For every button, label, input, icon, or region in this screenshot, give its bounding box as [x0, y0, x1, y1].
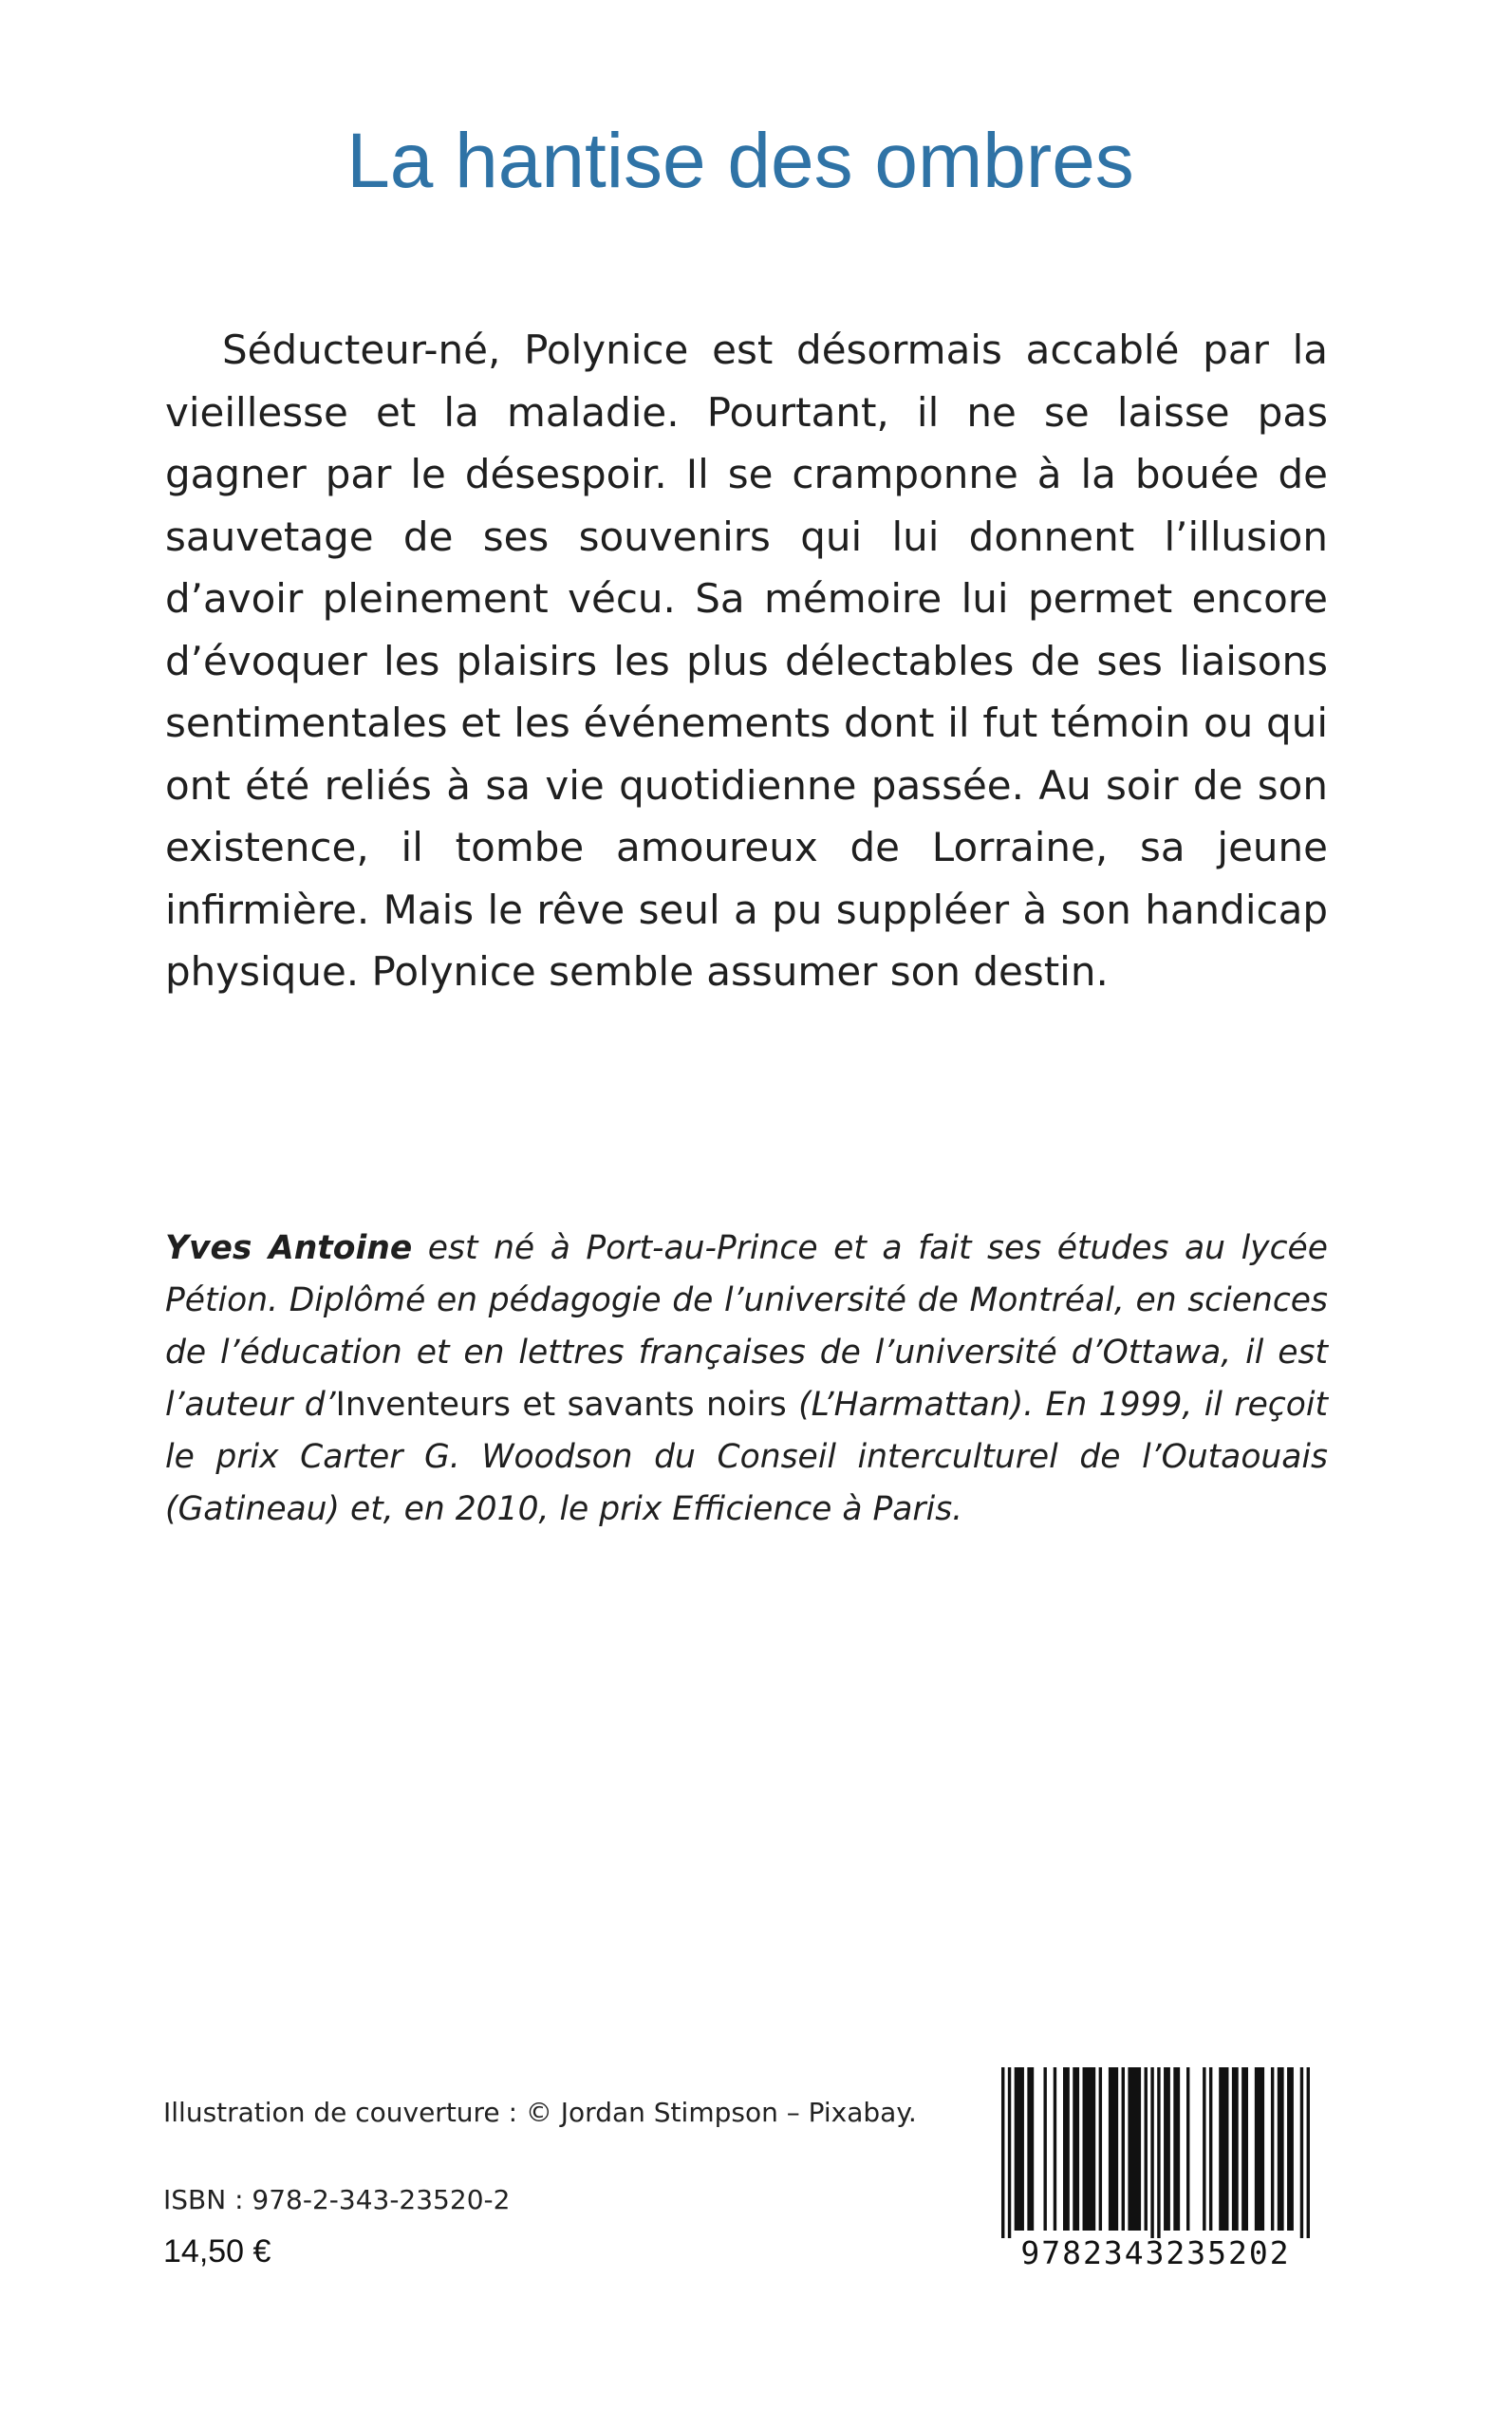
barcode-bar: [1232, 2067, 1239, 2231]
barcode-bars: [992, 2067, 1319, 2238]
barcode-bar: [1063, 2067, 1070, 2231]
isbn-line: ISBN : 978-2-343-23520-2: [163, 2184, 511, 2215]
barcode-bar: [1203, 2067, 1205, 2231]
barcode-bar: [1241, 2067, 1248, 2231]
barcode-bar: [1255, 2067, 1264, 2231]
barcode-bar: [1219, 2067, 1228, 2231]
barcode-bar: [1054, 2067, 1056, 2231]
barcode-bar: [1157, 2067, 1160, 2238]
bio-book-title: Inventeurs et savants noirs: [335, 1386, 787, 1424]
author-bio: [165, 1223, 1328, 1536]
bio-text-part-1: est né à Port-au-Prince et a fait ses études au lycée Pétion. Diplômé en pédagogie de l’université de Montréal, en sciences de l’éducation et en lettres françaises de l’université d’Ottawa, il est l’auteur d’: [165, 1229, 1328, 1424]
barcode-bar: [1287, 2067, 1294, 2231]
barcode-bar: [1300, 2067, 1303, 2238]
barcode-bar: [1173, 2067, 1180, 2231]
barcode-digits: 9782343235202: [1020, 2234, 1291, 2271]
book-title: La hantise des ombres: [346, 118, 1134, 204]
cover-illustration-credit: Illustration de couverture : © Jordan Stimpson – Pixabay.: [163, 2097, 917, 2128]
synopsis-paragraph: Séducteur-né, Polynice est désormais accablé par la vieillesse et la maladie. Pourtant, il ne se laisse pas gagner par le désespoir. Il se cramponne à la bouée de sauvetage de ses souvenirs qui lui donnent l’illusion d’avoir pleinement vécu. Sa mémoire lui permet encore d’évoquer les plaisirs les plus délectables de ses liaisons sentimentales et les événements dont il fut témoin ou qui ont été reliés à sa vie quotidienne passée. Au soir de son existence, il tombe amoureux de Lorraine, sa jeune infirmière. Mais le rêve seul a pu suppléer à son handicap physique. Polynice semble assumer son destin.: [165, 327, 1328, 995]
barcode-bar: [1027, 2067, 1034, 2231]
barcode-bar: [1043, 2067, 1046, 2231]
barcode-bar: [1150, 2067, 1153, 2238]
barcode-bar: [1073, 2067, 1079, 2231]
barcode-bar: [1278, 2067, 1284, 2231]
barcode-bar: [1122, 2067, 1125, 2231]
ean-barcode: [992, 2067, 1319, 2276]
bio-text-part-2: (L’Harmattan). En 1999, il reçoit le prix Carter G. Woodson du Conseil interculturel de l’Outaouais (Gatineau) et, en 2010, le prix Efficience à Paris.: [165, 1386, 1328, 1528]
author-name: Yves Antoine: [165, 1229, 413, 1267]
barcode-bar: [1099, 2067, 1102, 2231]
price-label: 14,50 €: [163, 2233, 271, 2269]
barcode-bar: [1186, 2067, 1189, 2231]
barcode-bar: [1307, 2067, 1310, 2238]
barcode-bar: [1209, 2067, 1212, 2231]
barcode-bar: [1015, 2067, 1024, 2231]
barcode-bar: [1145, 2067, 1148, 2231]
barcode-bar: [1271, 2067, 1274, 2231]
barcode-bar: [1008, 2067, 1011, 2238]
barcode-bar: [1128, 2067, 1141, 2231]
barcode-bar: [1083, 2067, 1096, 2231]
barcode-bar: [1001, 2067, 1004, 2238]
barcode-bar: [1109, 2067, 1118, 2231]
barcode-bar: [1164, 2067, 1170, 2231]
